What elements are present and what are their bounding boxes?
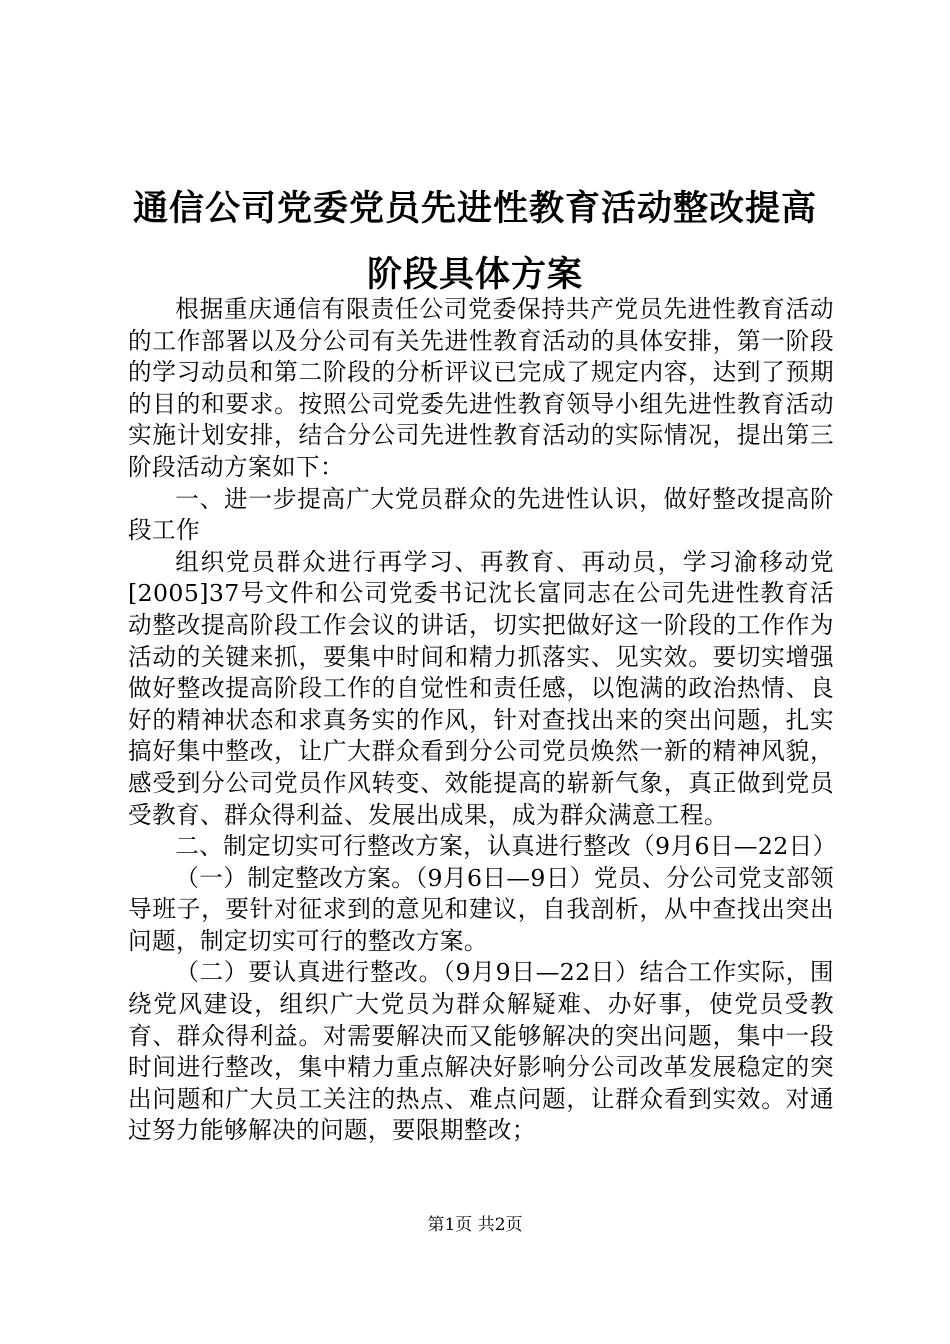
document-title: 通信公司党委党员先进性教育活动整改提高阶段具体方案 (132, 189, 817, 295)
page-number-footer: 第1页 共2页 (427, 1215, 523, 1235)
paragraph-section-1: 组织党员群众进行再学习、再教育、再动员，学习渝移动党[2005]37号文件和公司党委书记沈长富同志在公司先进性教育活动整改提高阶段工作会议的讲话，切实把做好这一阶段的工作作为活动的关键来抓，要集中时间和精力抓落实、见实效。要切实增强做好整改提高阶段工作的自觉性和责任感，以饱满的政治热情、良好的精神状态和求真务实的作风，针对查找出来的突出问题，扎实搞好集中整改，让广大群众看到分公司党员焕然一新的精神风貌，感受到分公司党员作风转变、效能提高的崭新气象，真正做到党员受教育、群众得利益、发展出成果，成为群众满意工程。 (128, 547, 834, 829)
section-heading-2: 二、制定切实可行整改方案，认真进行整改（9月6日—22日） (175, 832, 837, 861)
paragraph-item-2: （二）要认真进行整改。（9月9日—22日）结合工作实际，围绕党风建设，组织广大党员为群众解疑难、办好事，使党员受教育、群众得利益。对需要解决而又能够解决的突出问题，集中一段时间进行整改，集中精力重点解决好影响分公司改革发展稳定的突出问题和广大员工关注的热点、难点问题，让群众看到实效。对通过努力能够解决的问题，要限期整改； (128, 958, 834, 1145)
document-body (128, 294, 837, 1147)
paragraph-item-1: （一）制定整改方案。（9月6日—9日）党员、分公司党支部领导班子，要针对征求到的意见和建议，自我剖析，从中查找出突出问题，制定切实可行的整改方案。 (128, 863, 834, 955)
section-heading-1: 一、进一步提高广大党员群众的先进性认识，做好整改提高阶段工作 (128, 484, 834, 545)
paragraph-intro: 根据重庆通信有限责任公司党委保持共产党员先进性教育活动的工作部署以及分公司有关先进性教育活动的具体安排，第一阶段的学习动员和第二阶段的分析评议已完成了规定内容，达到了预期的目的和要求。按照公司党委先进性教育领导小组先进性教育活动实施计划安排，结合分公司先进性教育活动的实际情况，提出第三阶段活动方案如下： (128, 295, 834, 481)
